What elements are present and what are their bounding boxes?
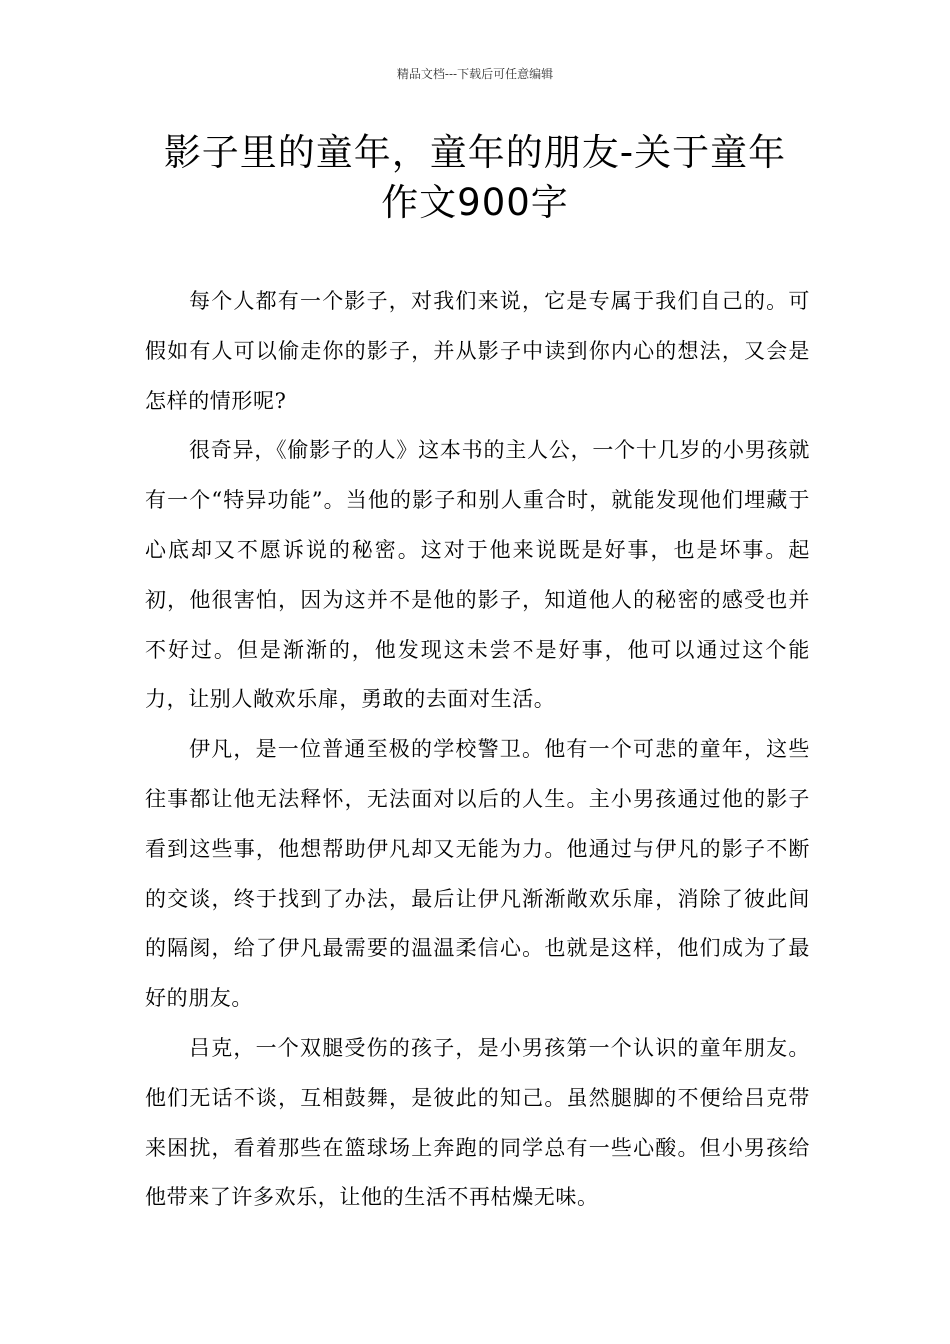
paragraph-4: 吕克，一个双腿受伤的孩子，是小男孩第一个认识的童年朋友。他们无话不谈，互相鼓舞，是彼此的知己。虽然腿脚的不便给吕克带来困扰，看着那些在篮球场上奔跑的同学总有一些心酸。但小男孩给他带来了许多欢乐，让他的生活不再枯燥无味。	[145, 1035, 810, 1210]
document-title-line-2: 作文900字	[381, 181, 569, 224]
document-title-line-1: 影子里的童年，童年的朋友-关于童年	[163, 131, 787, 174]
paragraph-2: 很奇异，《偷影子的人》这本书的主人公，一个十几岁的小男孩就有一个“特异功能”。当他的影子和别人重合时，就能发现他们埋藏于心底却又不愿诉说的秘密。这对于他来说既是好事，也是坏事。起初，他很害怕，因为这并不是他的影子，知道他人的秘密的感受也并不好过。但是渐渐的，他发现这未尝不是好事，他可以通过这个能力，让别人敞欢乐扉，勇敢的去面对生活。	[145, 438, 810, 712]
header-watermark: 精品文档---下载后可任意编辑	[396, 67, 554, 81]
paragraph-1: 每个人都有一个影子，对我们来说，它是专属于我们自己的。可假如有人可以偷走你的影子，并从影子中读到你内心的想法，又会是怎样的情形呢?	[145, 289, 810, 413]
document-body	[145, 277, 810, 1223]
paragraph-3: 伊凡，是一位普通至极的学校警卫。他有一个可悲的童年，这些往事都让他无法释怀，无法面对以后的人生。主小男孩通过他的影子看到这些事，他想帮助伊凡却又无能为力。他通过与伊凡的影子不断的交谈，终于找到了办法，最后让伊凡渐渐敞欢乐扉，消除了彼此间的隔阂，给了伊凡最需要的温温柔信心。也就是这样，他们成为了最好的朋友。	[145, 737, 810, 1011]
document-title	[140, 128, 810, 228]
